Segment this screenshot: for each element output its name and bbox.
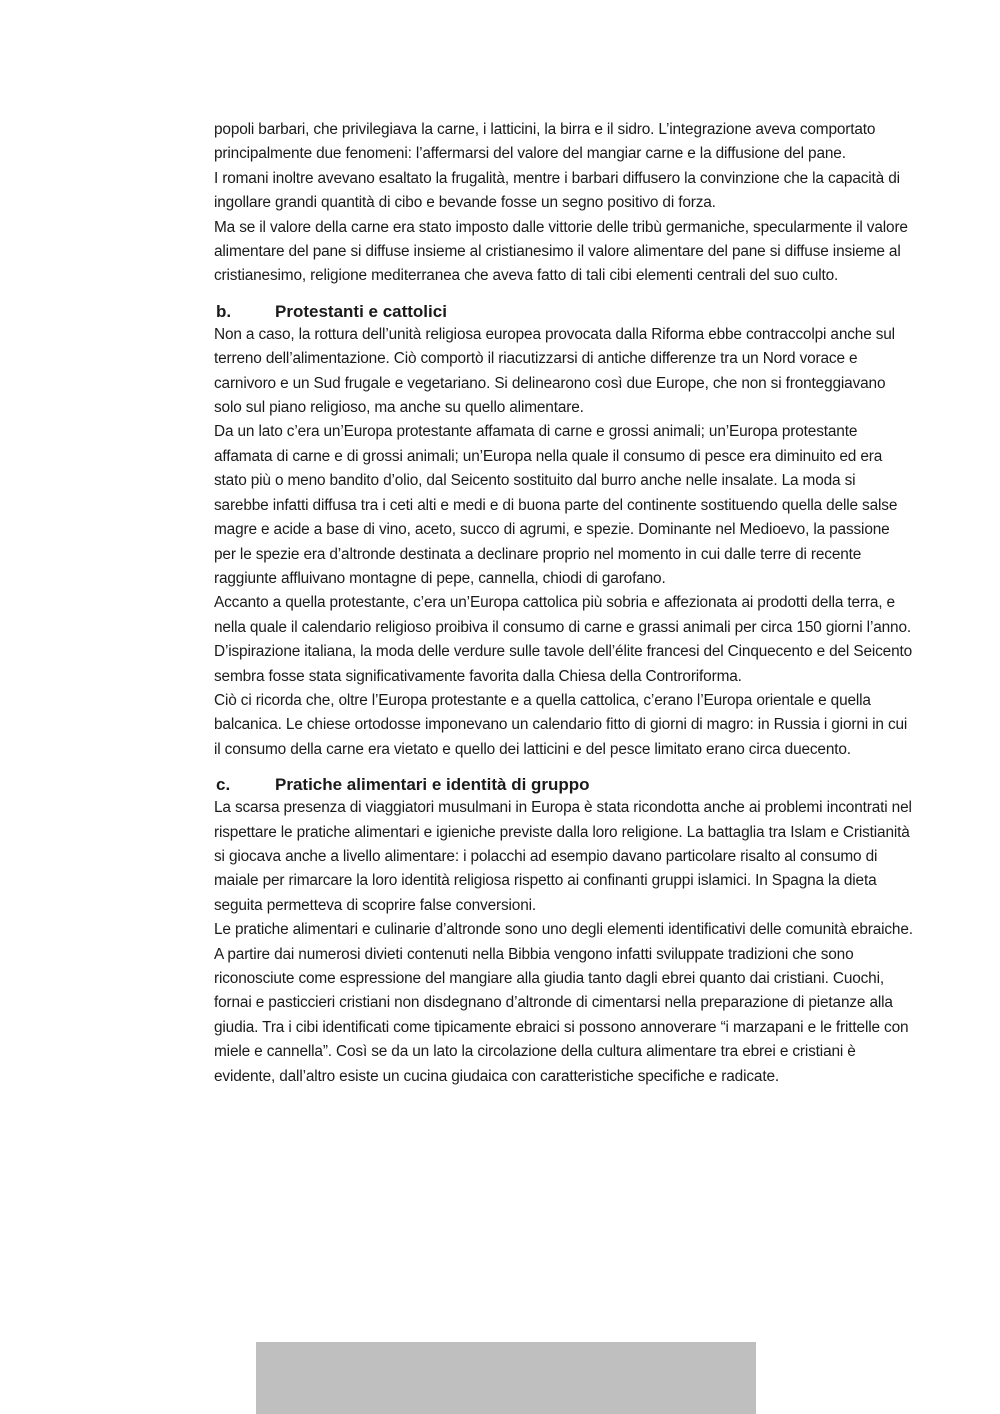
paragraph: Ciò ci ricorda che, oltre l’Europa protestante e a quella cattolica, c’erano l’Europa orientale e quella balcanica. Le chiese ortodosse imponevano un calendario fitto di giorni di magro: in Russia i giorni in cui il consumo della carne era vietato e quello dei latticini e del pesce limitato erano circa duecento.: [214, 691, 908, 758]
section-marker: c.: [216, 775, 231, 795]
paragraph: Non a caso, la rottura dell’unità religiosa europea provocata dalla Riforma ebbe contraccolpi anche sul terreno dell’alimentazione. Ciò comportò il riacutizzarsi di antiche differenze tra un Nord vorace e carnivoro e un Sud frugale e vegetariano. Si delinearono così due Europe, che non si fronteggiavano solo sul piano religioso, ma anche su quello alimentare.: [214, 325, 895, 417]
paragraph: Accanto a quella protestante, c’era un’Europa cattolica più sobria e affezionata ai prodotti della terra, e nella quale il calendario religioso proibiva il consumo di carne e grassi animali per circa 150 giorni l’anno. D’ispirazione italiana, la moda delle verdure sulle tavole dell’élite francesi del Cinquecento e del Seicento sembra fosse stata significativamente favorita dalla Chiesa della Controriforma.: [214, 594, 913, 685]
document-page: [214, 118, 914, 1089]
section-heading: [214, 774, 914, 796]
paragraph: Ma se il valore della carne era stato imposto dalle vittorie delle tribù germaniche, specularmente il valore alimentare del pane si diffuse insieme al cristianesimo il valore alimentare del pane si diffuse insieme al cristianesimo, religione mediterranea che aveva fatto di tali cibi elementi centrali del suo culto.: [214, 218, 908, 285]
section-pratiche-alimentari: [214, 774, 914, 1089]
paragraph: La scarsa presenza di viaggiatori musulmani in Europa è stata ricondotta anche ai problemi incontrati nel rispettare le pratiche alimentari e igieniche previste dalla loro religione. La battaglia tra Islam e Cristianità si giocava anche a livello alimentare: i polacchi ad esempio davano particolare risalto al consumo di maiale per rimarcare la loro identità religiosa rispetto ai confinanti gruppi islamici. In Spagna la dieta seguita permetteva di scoprire false conversioni.: [214, 799, 912, 914]
intro-section: [214, 118, 914, 289]
section-protestanti-cattolici: [214, 301, 914, 762]
section-marker: b.: [216, 301, 232, 321]
paragraph: I romani inoltre avevano esaltato la frugalità, mentre i barbari diffusero la convinzione che la capacità di ingollare grandi quantità di cibo e bevande fosse un segno positivo di forza.: [214, 169, 900, 212]
section-title: Pratiche alimentari e identità di gruppo: [275, 775, 590, 795]
footer-bar: [256, 1342, 756, 1414]
paragraph: Da un lato c’era un’Europa protestante affamata di carne e grossi animali; un’Europa protestante affamata di carne e di grossi animali; un’Europa nella quale il consumo di pesce era diminuito ed era stato più o meno bandito d’olio, dal Seicento sostituito dal burro anche nelle insalate. La moda si sarebbe infatti diffusa tra i ceti alti e medi e di buona parte del continente sostituendo quella delle salse magre e acide a base di vino, aceto, succo di agrumi, e spezie. Dominante nel Medioevo, la passione per le spezie era d’altronde destinata a declinare proprio nel momento in cui dalle terre di recente raggiunte affluivano montagne di pepe, cannella, chiodi di garofano.: [214, 423, 898, 587]
paragraph: Le pratiche alimentari e culinarie d’altronde sono uno degli elementi identificativi delle comunità ebraiche. A partire dai numerosi divieti contenuti nella Bibbia vengono infatti sviluppate tradizioni che sono riconosciute come espressione del mangiare alla giudia tanto dagli ebrei quanto dai cristiani. Cuochi, fornai e pasticcieri cristiani non disdegnano d’altronde di cimentarsi nella preparazione di pietanze alla giudia. Tra i cibi identificati come tipicamente ebraici si possono annoverare “i marzapani e le frittelle con miele e cannella”. Così se da un lato la circolazione della cultura alimentare tra ebrei e cristiani è evidente, dall’altro esiste un cucina giudaica con caratteristiche specifiche e radicate.: [214, 921, 913, 1085]
paragraph: popoli barbari, che privilegiava la carne, i latticini, la birra e il sidro. L’integrazione aveva comportato principalmente due fenomeni: l’affermarsi del valore del mangiar carne e la diffusione del pane.: [214, 121, 876, 163]
section-title: Protestanti e cattolici: [275, 301, 447, 321]
section-heading: [214, 301, 914, 323]
